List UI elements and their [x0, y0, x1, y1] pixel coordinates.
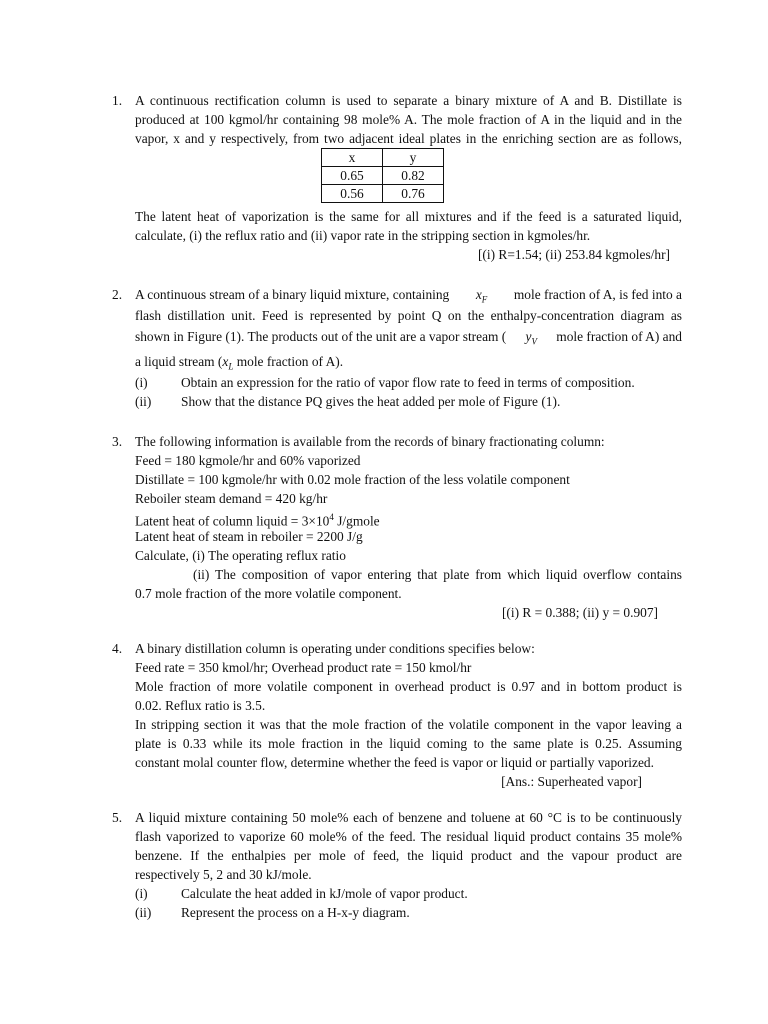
list-item — [135, 392, 682, 411]
q2-line-1 — [135, 285, 682, 304]
item-text: Show that the distance PQ gives the heat added per mole of Figure (1). — [181, 394, 561, 409]
q4-line-7: constant molal counter flow, determine whether the feed is vapor or liquid or partially vaporized. — [135, 755, 654, 770]
q1-line-1: A continuous rectification column is used to separate a binary mixture of A and B. Distillate is — [135, 93, 682, 108]
q1-line-3: vapor, x and y respectively, from two adjacent ideal plates in the enriching section are as follows, — [135, 131, 682, 146]
item-text: Represent the process on a H-x-y diagram. — [181, 905, 410, 920]
q5-line-1: A liquid mixture containing 50 mole% each of benzene and toluene at 60 °C is to be continuously — [135, 810, 682, 825]
table-header-x: x — [322, 149, 383, 167]
item-number: (i) — [135, 375, 148, 390]
yv-symbol — [526, 327, 537, 346]
question-number: 3. — [112, 434, 123, 449]
yv-sub: V — [531, 336, 537, 347]
q2-line-1-start: A continuous stream of a binary liquid mixture, containing — [135, 287, 450, 302]
xl-var: x — [222, 354, 229, 369]
q5-line-4: respectively 5, 2 and 30 kJ/mole. — [135, 867, 312, 882]
q4-line-3: Mole fraction of more volatile component in overhead product is 0.97 and in bottom product is — [135, 679, 682, 694]
question-number: 4. — [112, 641, 123, 656]
q3-line-7: Calculate, (i) The operating reflux ratio — [135, 548, 346, 563]
q3-line-9: 0.7 mole fraction of the more volatile component. — [135, 586, 402, 601]
xf-symbol — [476, 285, 487, 304]
xy-table — [321, 148, 444, 203]
q3-line-5 — [135, 508, 682, 527]
q3-line-3: Distillate = 100 kgmole/hr with 0.02 mole fraction of the less volatile component — [135, 472, 570, 487]
q4-line-5: In stripping section it was that the mole fraction of the volatile component in the vapor leaving a — [135, 717, 682, 732]
q2-line-1-end: mole fraction of A, is fed into a — [513, 287, 682, 302]
q3-line-2: Feed = 180 kgmole/hr and 60% vaporized — [135, 453, 361, 468]
question-number: 1. — [112, 93, 123, 108]
q2-line-4-end: mole fraction of A). — [236, 354, 344, 369]
q1-answer: [(i) R=1.54; (ii) 253.84 kgmoles/hr] — [477, 247, 670, 262]
q3-line-1: The following information is available from the records of binary fractionating column: — [135, 434, 605, 449]
q5-line-2: flash vaporized to vaporize 60 mole% of the feed. The residual liquid product contains 35 mole% — [135, 829, 682, 844]
q5-line-3: benzene. If the enthalpies per mole of feed, the liquid product and the vapour product are — [135, 848, 682, 863]
yv-var: y — [525, 329, 532, 344]
exponent: 4 — [329, 512, 334, 522]
q3-answer: [(i) R = 0.388; (ii) y = 0.907] — [501, 605, 658, 620]
xf-sub: F — [481, 294, 488, 305]
question-number: 5. — [112, 810, 123, 825]
q3-line-8: (ii) The composition of vapor entering that plate from which liquid overflow contains — [193, 567, 682, 582]
q2-line-3 — [135, 327, 682, 346]
q4-answer: [Ans.: Superheated vapor] — [501, 774, 642, 789]
xf-var: x — [475, 287, 482, 302]
item-text: Calculate the heat added in kJ/mole of vapor product. — [181, 886, 468, 901]
q3-line-5-start: Latent heat of column liquid = 3×10 — [135, 513, 330, 529]
table-row — [322, 167, 444, 185]
q2-line-3-start: shown in Figure (1). The products out of the unit are a vapor stream ( — [135, 329, 507, 344]
table-cell: 0.76 — [383, 185, 444, 203]
table-cell: 0.82 — [383, 167, 444, 185]
q3-line-6: Latent heat of steam in reboiler = 2200 J/g — [135, 529, 363, 544]
xl-sub: L — [228, 361, 234, 372]
q2-line-2: flash distillation unit. Feed is represented by point Q on the enthalpy-concentration diagram as — [135, 308, 682, 323]
table-cell: 0.56 — [322, 185, 383, 203]
list-item — [135, 903, 682, 922]
item-number: (i) — [135, 886, 148, 901]
table-row — [322, 185, 444, 203]
item-number: (ii) — [135, 394, 152, 409]
list-item — [135, 373, 682, 392]
q4-line-6: plate is 0.33 while its mole fraction in the liquid coming to the same plate is 0.25. Assuming — [135, 736, 682, 751]
q2-line-4 — [135, 352, 682, 371]
q1-line-4: The latent heat of vaporization is the same for all mixtures and if the feed is a saturated liquid, — [135, 209, 682, 224]
table-header-y: y — [383, 149, 444, 167]
q1-line-2: produced at 100 kgmol/hr containing 98 mole% A. The mole fraction of A in the liquid and in the — [135, 112, 682, 127]
item-text: Obtain an expression for the ratio of vapor flow rate to feed in terms of composition. — [181, 375, 635, 390]
q3-line-5-end: J/gmole — [333, 513, 380, 529]
q2-line-4-start: a liquid stream ( — [135, 354, 223, 369]
q4-line-4: 0.02. Reflux ratio is 3.5. — [135, 698, 266, 713]
q4-line-1: A binary distillation column is operating under conditions specifies below: — [135, 641, 535, 656]
question-number: 2. — [112, 287, 123, 302]
table-header-row — [322, 149, 444, 167]
table-cell: 0.65 — [322, 167, 383, 185]
q4-line-2: Feed rate = 350 kmol/hr; Overhead product rate = 150 kmol/hr — [135, 660, 472, 675]
q3-line-4: Reboiler steam demand = 420 kg/hr — [135, 491, 328, 506]
item-number: (ii) — [135, 905, 152, 920]
q2-line-3-end: mole fraction of A) and — [556, 329, 682, 344]
q1-line-5: calculate, (i) the reflux ratio and (ii) vapor rate in the stripping section in kgmoles/hr. — [135, 228, 591, 243]
list-item — [135, 884, 682, 903]
